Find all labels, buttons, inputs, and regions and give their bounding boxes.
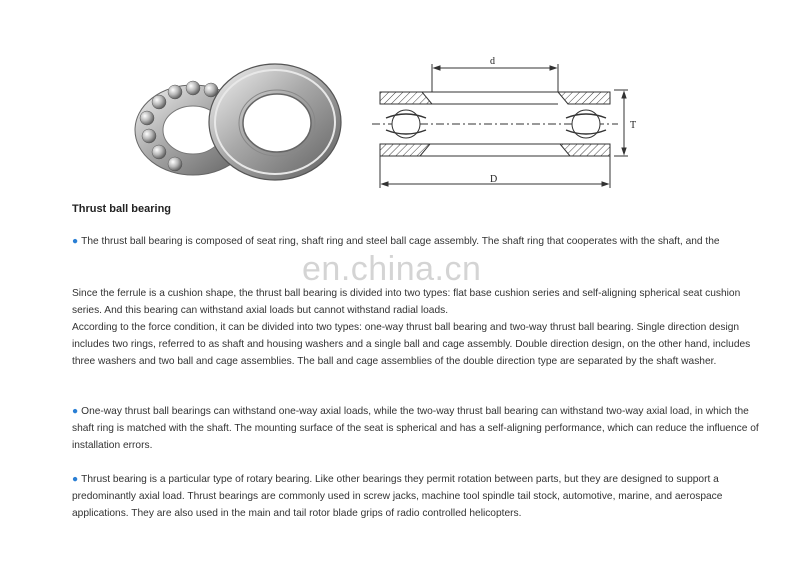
section-heading: Thrust ball bearing (72, 203, 172, 215)
paragraph-text: Thrust bearing is a particular type of rotary bearing. Like other bearings they permit rotation between parts, but they are designed to support a predominantly axial load. Thrust bearings are commonly used in screw jacks, machine tool spindle tail stock, automotive, marine, and aerospace applications. They are also used in the main and tail rotor blade grips of radio controlled helicopters. (72, 474, 723, 519)
dimension-T-label: T (630, 120, 637, 131)
bullet-icon: ● (72, 236, 79, 247)
paragraph-text: The thrust ball bearing is composed of seat ring, shaft ring and steel ball cage assembly. The shaft ring that cooperates with the shaft, and the (81, 236, 720, 247)
bullet-icon: ● (72, 406, 79, 417)
dimension-D-label: D (490, 174, 498, 185)
paragraph-text: One-way thrust ball bearings can withstand one-way axial loads, while the two-way thrust ball bearing can withstand two-way axial load, in which the shaft ring is matched with the shaft. The mounting surface of the seat is spherical and has a self-aligning performance, which can reduce the influence of installation errors. (72, 406, 759, 451)
bearing-cross-section-drawing (372, 52, 642, 192)
paragraph-one-way (72, 403, 772, 454)
paragraph-composition (72, 233, 772, 250)
paragraph-usage (72, 471, 772, 522)
paragraph-types: Since the ferrule is a cushion shape, the thrust ball bearing is divided into two types: flat base cushion series and self-aligning spherical seat cushion series. And this bearing can withstand axial loads but cannot withstand radial loads. According to the force condition, it can be divided into two types: one-way thrust ball bearing and two-way thrust ball bearing. Single direction design includes two rings, referred to as shaft and housing washers and a single ball and cage assembly. Double direction design, on the other hand, includes three washers and two ball and cage assemblies. The ball and cage assemblies of the double direction type are separated by the shaft washer. (72, 288, 751, 367)
bearing-photo (125, 60, 345, 190)
dimension-d-label: d (490, 56, 495, 67)
watermark-logo: en.china.cn (302, 250, 482, 288)
bullet-icon: ● (72, 474, 79, 485)
